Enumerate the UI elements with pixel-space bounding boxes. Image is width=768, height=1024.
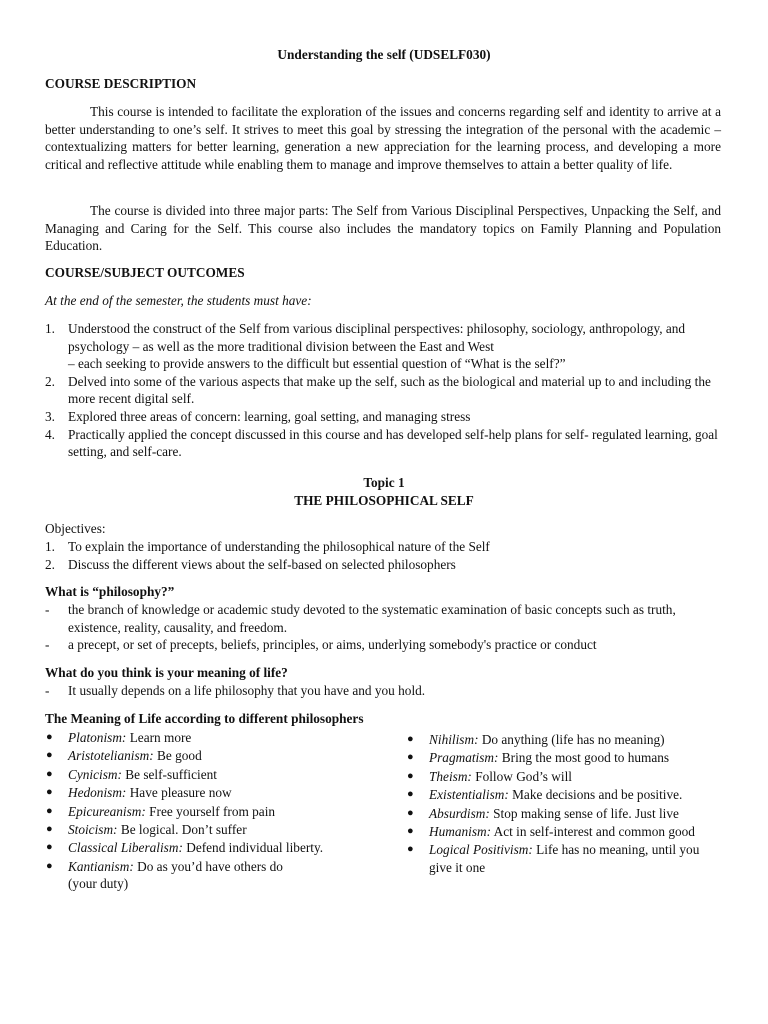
- philosophy-term: Stoicism:: [68, 821, 118, 837]
- list-item-text: the branch of knowledge or academic study devoted to the systematic examination of basic concepts such as truth, existence, reality, causality, and freedom.: [68, 602, 676, 635]
- list-item-text: Discuss the different views about the self-based on selected philosophers: [68, 556, 456, 572]
- philosophy-term: Kantianism:: [68, 858, 134, 874]
- bullet-icon: ●: [46, 804, 53, 817]
- philosophy-term: Epicureanism:: [68, 803, 146, 819]
- philosophy-term: Pragmatism:: [429, 750, 499, 766]
- list-item: [45, 766, 353, 784]
- bullet-icon: ●: [407, 824, 414, 837]
- list-item: [406, 805, 717, 823]
- objectives-label: Objectives:: [45, 521, 106, 536]
- philosophy-term: Humanism:: [429, 823, 492, 839]
- list-item: [45, 426, 721, 461]
- philosophy-term: Cynicism:: [68, 766, 122, 782]
- philosophy-term: Platonism:: [68, 730, 127, 745]
- philosophers-right-column: [406, 731, 717, 877]
- bullet-icon: ●: [46, 731, 53, 743]
- list-item: [406, 841, 717, 876]
- philosophy-term: Logical Positivism:: [429, 842, 533, 858]
- philosophy-description: Free yourself from pain: [149, 803, 276, 819]
- list-item: [45, 729, 353, 747]
- philosophy-term: Absurdism:: [429, 805, 490, 821]
- philosophy-term: Theism:: [429, 768, 472, 784]
- philosophy-description: Learn more: [129, 730, 192, 745]
- philosophy-term: Aristotelianism:: [68, 748, 154, 764]
- list-item: [45, 373, 721, 408]
- philosophy-description: Make decisions and be positive.: [512, 787, 683, 803]
- philosophy-description: Follow God’s will: [475, 768, 572, 784]
- list-item: [406, 786, 717, 804]
- list-number: 1.: [45, 539, 55, 554]
- philosophy-description: Do as you’d have others do (your duty): [68, 858, 283, 892]
- outcomes-list: [45, 320, 721, 461]
- list-number: 2.: [45, 556, 55, 572]
- bullet-icon: ●: [407, 751, 414, 764]
- list-item-text: Delved into some of the various aspects that make up the self, such as the biological and material up to and including the more recent digital self.: [68, 373, 711, 407]
- bullet-icon: ●: [407, 769, 414, 782]
- list-item: [45, 682, 721, 700]
- philosophers-left-column: [45, 729, 353, 894]
- list-item: [45, 601, 721, 636]
- list-item: [45, 538, 721, 556]
- dash-marker: -: [45, 637, 50, 653]
- course-description-paragraph-2: The course is divided into three major parts: The Self from Various Disciplinal Perspectives, Unpacking the Self, and Managing and Caring for the Self. This course also includes the mandatory topics on Family Planning and Population Education.: [45, 203, 721, 254]
- outcomes-heading: COURSE/SUBJECT OUTCOMES: [45, 265, 245, 280]
- list-item: [406, 768, 717, 786]
- philosophy-definitions: [45, 601, 721, 654]
- bullet-icon: ●: [407, 806, 414, 819]
- list-item: [45, 747, 353, 765]
- list-item-text-continued: – each seeking to provide answers to the difficult but essential question of “What is the self?”: [68, 356, 566, 372]
- philosophy-description: Have pleasure now: [129, 785, 232, 801]
- philosophy-description: Be self-sufficient: [125, 766, 217, 782]
- list-number: 2.: [45, 373, 55, 389]
- list-number: 4.: [45, 426, 55, 442]
- bullet-icon: ●: [407, 733, 414, 745]
- topic-title: THE PHILOSOPHICAL SELF: [294, 493, 474, 508]
- list-item: [45, 803, 353, 821]
- philosophy-term: Hedonism:: [68, 785, 127, 801]
- meaning-heading: What do you think is your meaning of life?: [45, 665, 288, 680]
- list-item-text: Explored three areas of concern: learning, goal setting, and managing stress: [68, 408, 471, 424]
- philosophy-description: Be good: [157, 748, 202, 764]
- philosophy-term: Existentialism:: [429, 787, 509, 803]
- course-description-paragraph-1: This course is intended to facilitate the exploration of the issues and concerns regarding self and identity to arrive at a better understanding to one’s self. It strives to meet this goal by stressing the integration of the personal with the academic –contextualizing matters for better learning, generation a new appreciation for the learning process, and developing a more critical and reflective attitude while enabling them to manage and improve themselves to attain a better quality of life.: [45, 104, 721, 172]
- philosophy-description: Defend individual liberty.: [186, 840, 324, 856]
- list-item: [45, 858, 353, 893]
- list-item: [406, 823, 717, 841]
- list-item: [45, 784, 353, 802]
- list-item: [45, 636, 721, 654]
- list-item-text: Understood the construct of the Self from various disciplinal perspectives: philosophy, sociology, anthropology, and psychology – as well as the more traditional division between the East and West: [68, 321, 686, 354]
- list-item: [45, 839, 353, 857]
- philosophy-description: Bring the most good to humans: [501, 750, 670, 766]
- document-title: Understanding the self (UDSELF030): [277, 47, 491, 62]
- philosophy-heading: What is “philosophy?”: [45, 584, 175, 599]
- topic-label: Topic 1: [363, 475, 405, 490]
- list-item: [45, 821, 353, 839]
- list-item: [45, 320, 721, 373]
- bullet-icon: ●: [407, 788, 414, 801]
- course-description-heading: COURSE DESCRIPTION: [45, 76, 197, 91]
- list-number: 1.: [45, 321, 55, 336]
- list-item: [45, 408, 721, 426]
- bullet-icon: ●: [46, 767, 53, 780]
- list-item-text: Practically applied the concept discussed in this course and has developed self-help plans for self- regulated learning, goal setting, and self-care.: [68, 426, 718, 460]
- philosophy-description: Stop making sense of life. Just live: [493, 805, 679, 821]
- bullet-icon: ●: [46, 822, 53, 835]
- bullet-icon: ●: [46, 786, 53, 799]
- dash-marker: -: [45, 683, 50, 698]
- philosophy-term: Classical Liberalism:: [68, 840, 183, 856]
- list-item-text: To explain the importance of understanding the philosophical nature of the Self: [68, 539, 490, 554]
- philosophers-heading: The Meaning of Life according to different philosophers: [45, 711, 364, 726]
- dash-marker: -: [45, 602, 50, 617]
- philosophy-description: Be logical. Don’t suffer: [120, 821, 247, 837]
- list-item-text: a precept, or set of precepts, beliefs, principles, or aims, underlying somebody's practice or conduct: [68, 637, 597, 653]
- list-item: [406, 749, 717, 767]
- philosophy-description: Life has no meaning, until you give it one: [429, 842, 700, 875]
- list-item-text: It usually depends on a life philosophy that you have and you hold.: [68, 683, 426, 698]
- bullet-icon: ●: [46, 859, 53, 872]
- meaning-list: [45, 682, 721, 700]
- philosophy-term: Nihilism:: [429, 732, 479, 747]
- list-item: [406, 731, 717, 749]
- bullet-icon: ●: [46, 841, 53, 854]
- philosophy-description: Do anything (life has no meaning): [481, 732, 665, 747]
- list-item: [45, 556, 721, 574]
- outcomes-intro: At the end of the semester, the students must have:: [45, 293, 312, 308]
- bullet-icon: ●: [407, 843, 414, 856]
- list-number: 3.: [45, 408, 55, 424]
- philosophy-description: Act in self-interest and common good: [493, 823, 695, 839]
- bullet-icon: ●: [46, 749, 53, 762]
- objectives-list: [45, 538, 721, 573]
